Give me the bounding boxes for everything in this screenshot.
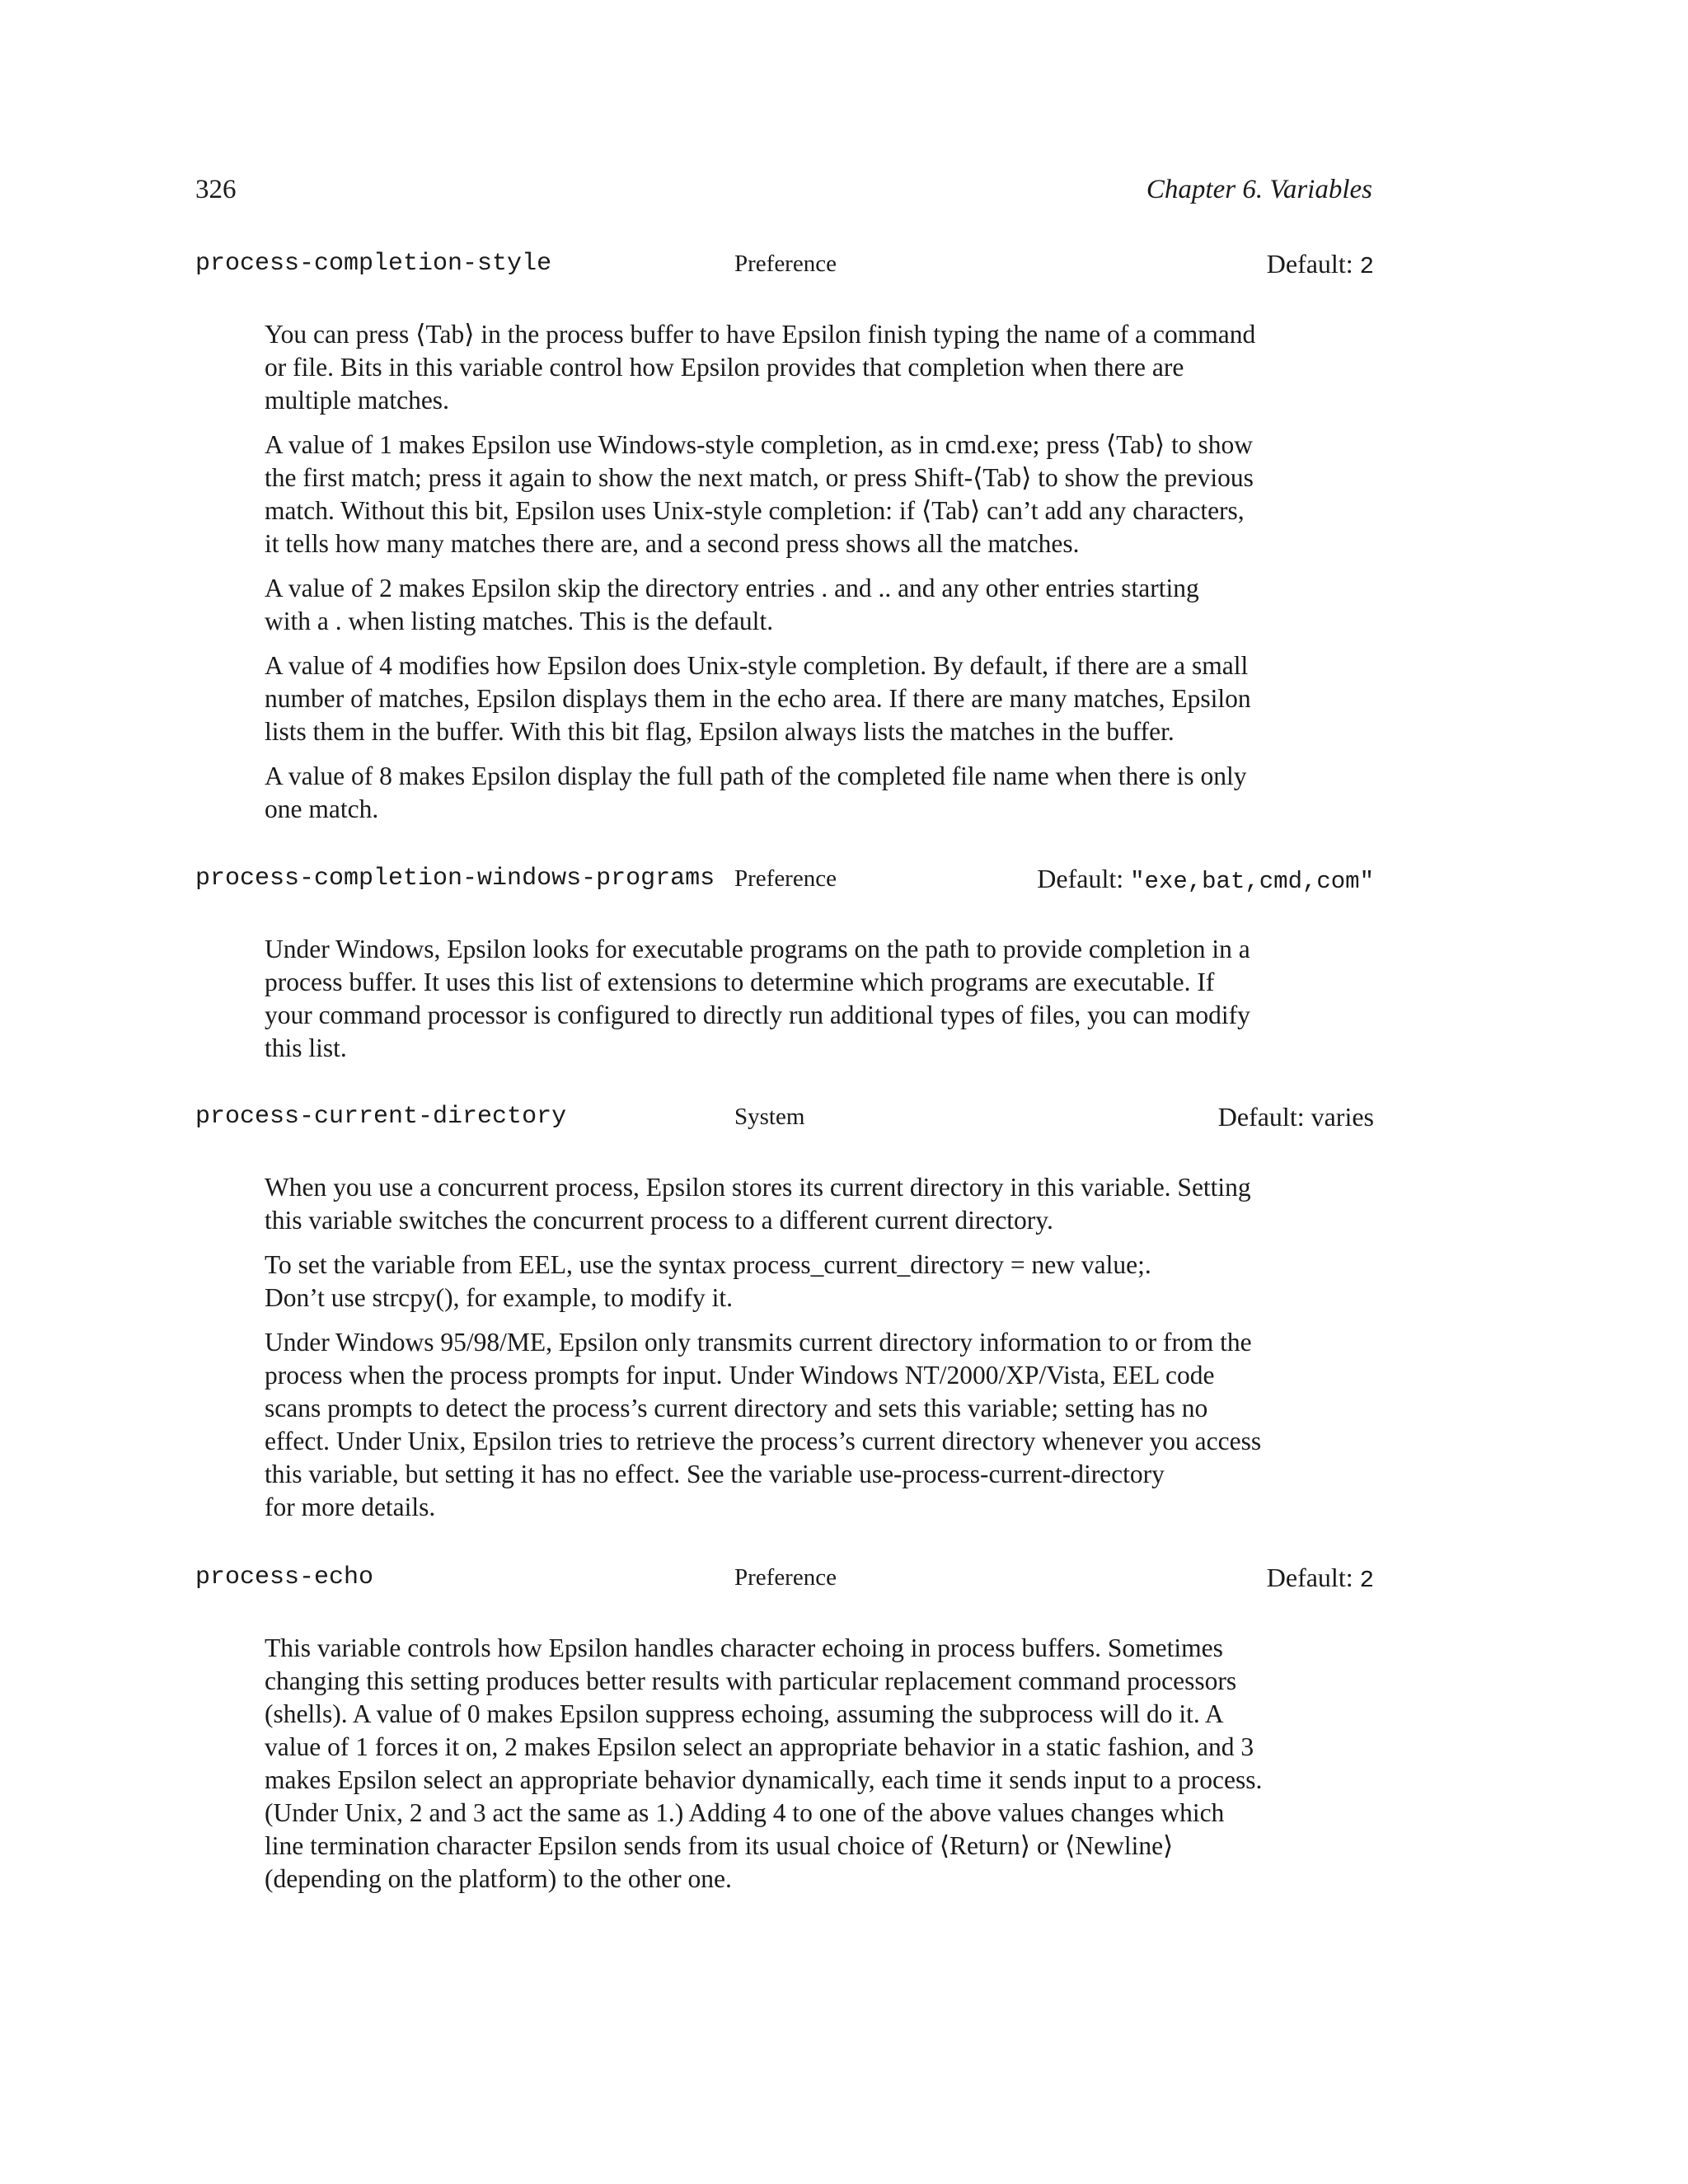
variable-default [1218, 1099, 1374, 1135]
variable-type: Preference [734, 1564, 837, 1591]
variable-entry-process-completion-style [195, 246, 1374, 837]
entry-header [195, 1099, 1374, 1135]
variable-name: process-echo [195, 1563, 374, 1591]
description-paragraph: A value of 8 makes Epsilon display the full path of the completed file name when there is only one match. [265, 762, 1247, 823]
variable-name: process-current-directory [195, 1103, 567, 1131]
entry-header [195, 1559, 1374, 1596]
entry-description [265, 933, 1311, 1065]
entry-header [195, 860, 1374, 897]
variable-default [1037, 860, 1374, 900]
chapter-title: Chapter 6. Variables [1146, 175, 1372, 204]
variable-type: System [734, 1104, 805, 1130]
description-paragraph: You can press ⟨Tab⟩ in the process buffer to have Epsilon finish typing the name of a command or file. Bits in this variable control how Epsilon provides that completion when there are multiple matches. [265, 320, 1256, 415]
variable-entry-process-completion-windows-programs [195, 860, 1374, 1076]
variable-type: Preference [734, 865, 837, 892]
default-label: Default: [1037, 864, 1124, 893]
variable-name: process-completion-windows-programs [195, 865, 715, 893]
variable-default [1267, 1559, 1374, 1599]
default-label: Default: [1266, 1563, 1353, 1592]
description-paragraph: A value of 2 makes Epsilon skip the directory entries . and .. and any other entries starting with a . when listing matches. This is the default. [265, 574, 1199, 635]
default-value: 2 [1359, 1567, 1374, 1594]
default-value: 2 [1359, 253, 1374, 280]
description-paragraph: Under Windows 95/98/ME, Epsilon only transmits current directory information to or from the process when the process prompts for input. Under Windows NT/2000/XP/Vista, EEL code scans prompts to detect the process’s current directory and sets this variable; setting has no effect. Under Unix, Epsilon tries to retrieve the process’s current directory whenever you access this variable, but setting it has no effect. See the variable use-process-current-directory for more details. [265, 1328, 1262, 1521]
default-value: varies [1311, 1102, 1374, 1132]
page-number: 326 [195, 175, 237, 204]
description-paragraph: This variable controls how Epsilon handles character echoing in process buffers. Sometimes changing this setting produces better results with particular replacement command processors (shells). A value of 0 makes Epsilon suppress echoing, assuming the subprocess will do it. A value of 1 forces it on, 2 makes Epsilon select an appropriate behavior in a static fashion, and 3 makes Epsilon select an appropriate behavior dynamically, each time it sends input to a process. (Under Unix, 2 and 3 act the same as 1.) Adding 4 to one of the above values changes which line termination character Epsilon sends from its usual choice of ⟨Return⟩ or ⟨Newline⟩ (depending on the platform) to the other one. [265, 1633, 1263, 1893]
default-label: Default: [1266, 249, 1353, 279]
variable-default [1267, 246, 1374, 285]
description-paragraph: A value of 4 modifies how Epsilon does Unix-style completion. By default, if there are a small number of matches, Epsilon displays them in the echo area. If there are many matches, Epsilon lists them in the buffer. With this bit flag, Epsilon always lists the matches in the buffer. [265, 651, 1251, 746]
variable-name: process-completion-style [195, 250, 552, 278]
entry-description [265, 1632, 1311, 1896]
variable-entry-process-current-directory [195, 1099, 1374, 1535]
entry-description [265, 318, 1311, 826]
description-paragraph: Under Windows, Epsilon looks for executable programs on the path to provide completion in a process buffer. It uses this list of extensions to determine which programs are executable. If your command processor is configured to directly run additional types of files, you can modify this list. [265, 935, 1250, 1062]
variable-entry-process-echo [195, 1559, 1374, 1907]
default-value: "exe,bat,cmd,com" [1130, 868, 1374, 895]
description-paragraph: When you use a concurrent process, Epsilon stores its current directory in this variable. Setting this variable switches the concurrent process to a different current directory. [265, 1173, 1251, 1235]
entry-description [265, 1171, 1311, 1524]
default-label: Default: [1217, 1102, 1305, 1132]
description-paragraph: A value of 1 makes Epsilon use Windows-style completion, as in cmd.exe; press ⟨Tab⟩ to show the first match; press it again to show the next match, or press Shift-⟨Tab⟩ to show the previous match. Without this bit, Epsilon uses Unix-style completion: if ⟨Tab⟩ can’t add any characters, it tells how many matches there are, and a second press shows all the matches. [265, 430, 1254, 558]
description-paragraph: To set the variable from EEL, use the syntax process_current_directory = new value;. Don’t use strcpy(), for example, to modify it. [265, 1250, 1151, 1312]
running-head [195, 171, 1372, 208]
variable-type: Preference [734, 251, 837, 277]
entry-header [195, 246, 1374, 282]
